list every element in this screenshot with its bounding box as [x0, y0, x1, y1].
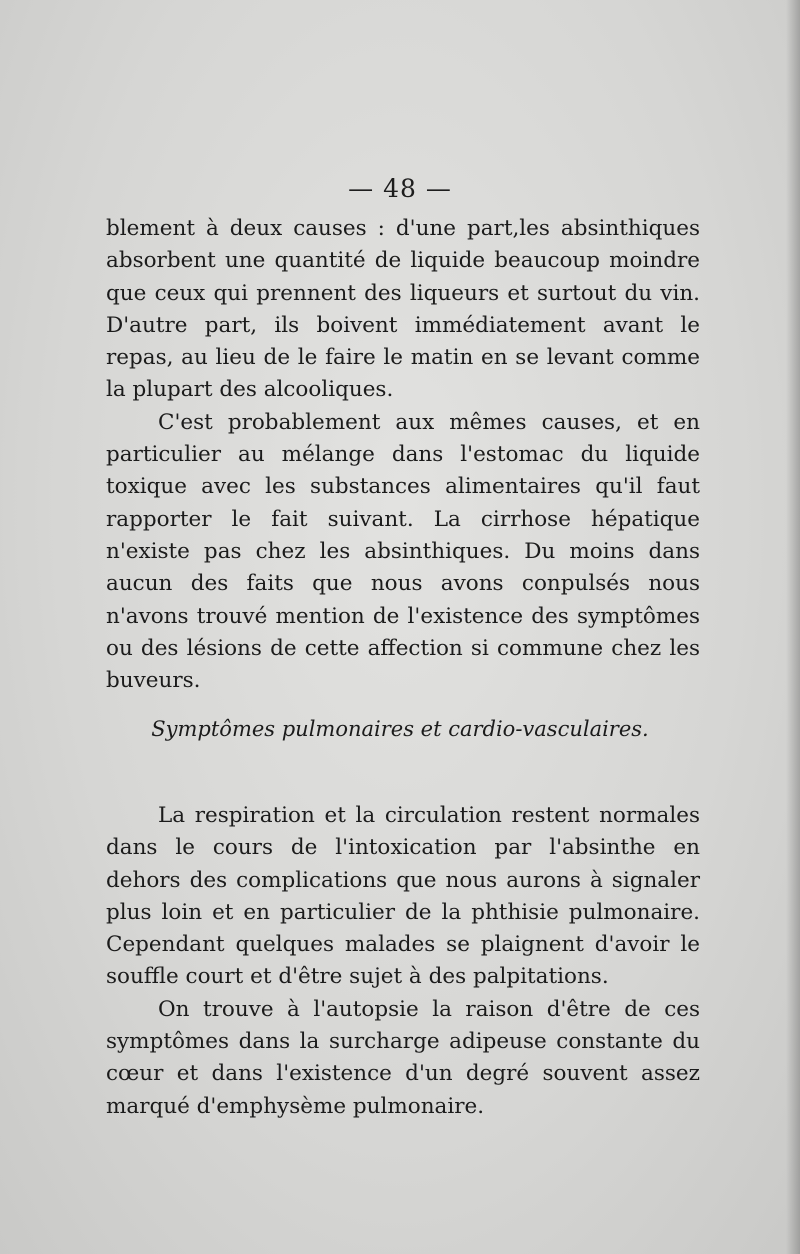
- paragraph: C'est probablement aux mêmes causes, et en particulier au mélange dans l'estomac du liquide toxique avec les substances alimentaires qu'il faut rapporter le fait suivant. La cirrhose hépatique n'existe pas chez les absinthiques. Du moins dans aucun des faits que nous avons conpulsés nous n'avons trouvé mention de l'existence des symptômes ou des lésions de cette affection si commune chez les buveurs.: [106, 409, 700, 694]
- text-block-bottom: [106, 800, 700, 1123]
- paragraph: blement à deux causes : d'une part,les absinthiques absorbent une quantité de liquide beaucoup moindre que ceux qui prennent des liqueurs et surtout du vin. D'autre part, ils boivent immédiatement avant le repas, au lieu de le faire le matin en se levant comme la plupart des alcooliques.: [106, 216, 700, 403]
- page-number: — 48 —: [348, 174, 452, 203]
- text-block-top: [106, 213, 700, 697]
- paragraph: On trouve à l'autopsie la raison d'être de ces symptômes dans la surcharge adipeuse constante du cœur et dans l'existence d'un degré souvent assez marqué d'emphysème pulmonaire.: [106, 996, 700, 1119]
- paragraph: La respiration et la circulation restent normales dans le cours de l'intoxication par l'absinthe en dehors des complications que nous aurons à signaler plus loin et en particulier de la phthisie pulmonaire. Cependant quelques malades se plaignent d'avoir le souffle court et d'être sujet à des palpitations.: [106, 803, 700, 990]
- section-heading: Symptômes pulmonaires et cardio-vasculaires.: [151, 717, 649, 741]
